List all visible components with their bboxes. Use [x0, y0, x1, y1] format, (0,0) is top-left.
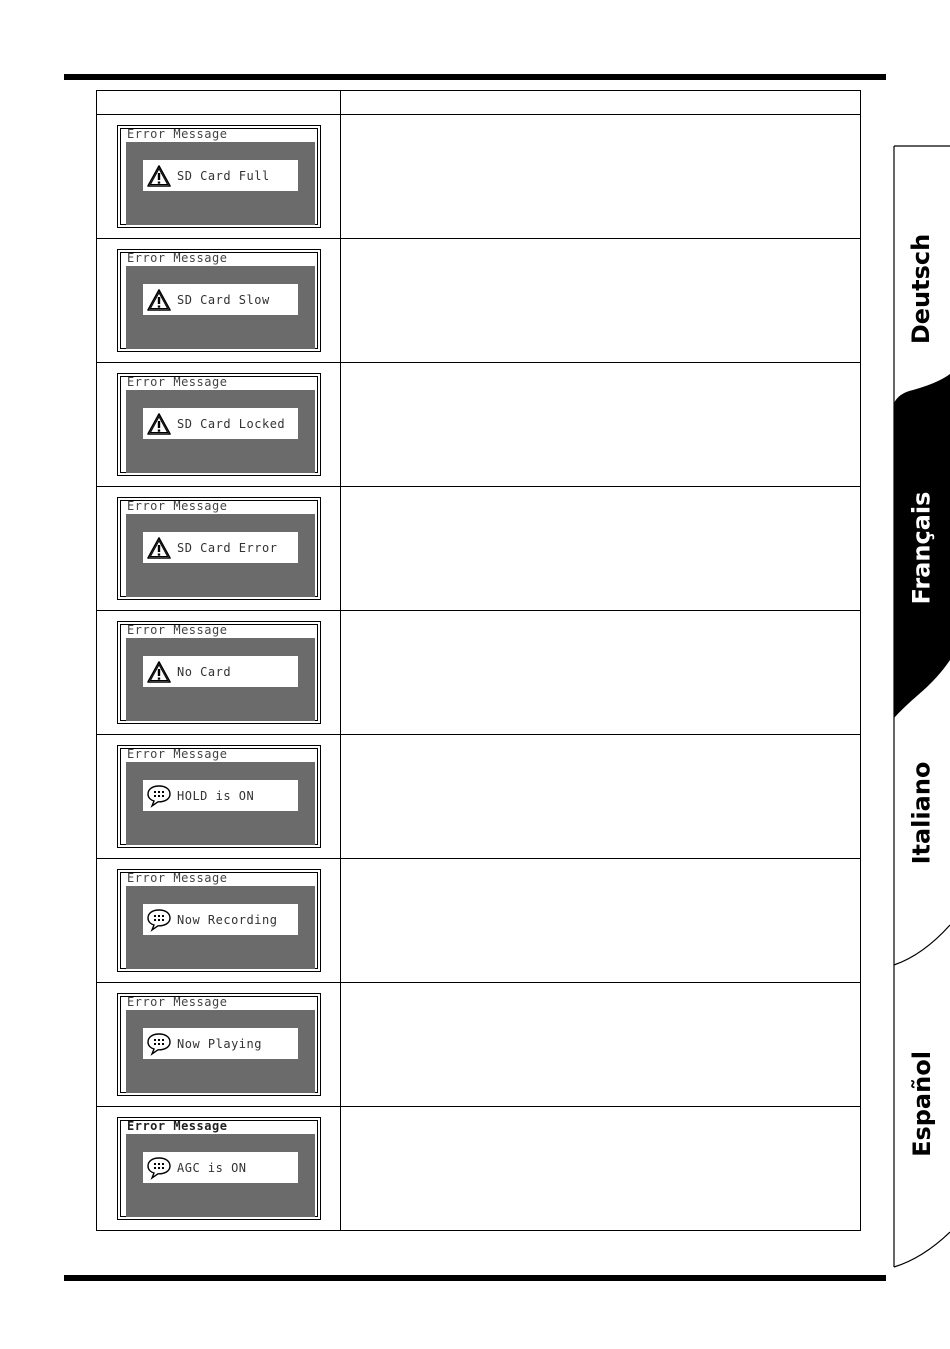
- lcd-title: Error Message: [127, 375, 228, 389]
- message-box: [143, 160, 298, 191]
- lcd-screen: [126, 638, 315, 721]
- message-box: [143, 656, 298, 687]
- lcd-display: [117, 1117, 321, 1220]
- table-row: [97, 983, 861, 1107]
- tab-deutsch[interactable]: Deutsch: [907, 233, 936, 345]
- header-cell-display: [97, 91, 341, 115]
- error-message-table: [96, 90, 861, 1231]
- message-box: [143, 904, 298, 935]
- display-cell: [97, 611, 341, 735]
- message-box: [143, 1152, 298, 1183]
- lcd-display: [117, 249, 321, 352]
- message-text: SD Card Locked: [177, 416, 286, 431]
- lcd-title: Error Message: [127, 747, 228, 761]
- display-cell: [97, 983, 341, 1107]
- message-box: [143, 408, 298, 439]
- lcd-screen: [126, 390, 315, 473]
- message-box: [143, 284, 298, 315]
- lcd-display: [117, 869, 321, 972]
- description-cell: [341, 611, 861, 735]
- message-text: Now Recording: [177, 912, 278, 927]
- tab-espanol[interactable]: Español: [907, 1051, 936, 1157]
- description-cell: [341, 859, 861, 983]
- lcd-display: [117, 621, 321, 724]
- lcd-screen: [126, 142, 315, 225]
- warning-triangle-icon: [146, 411, 172, 437]
- lcd-screen: [126, 514, 315, 597]
- display-cell: [97, 239, 341, 363]
- message-text: HOLD is ON: [177, 788, 255, 803]
- table-header-row: [97, 91, 861, 115]
- display-cell: [97, 735, 341, 859]
- message-box: [143, 532, 298, 563]
- warning-triangle-icon: [146, 535, 172, 561]
- display-cell: [97, 363, 341, 487]
- lcd-display: [117, 497, 321, 600]
- lcd-screen: [126, 886, 315, 969]
- tab-francais[interactable]: Français: [907, 491, 936, 605]
- table-row: [97, 859, 861, 983]
- top-rule: [64, 74, 886, 80]
- warning-triangle-icon: [146, 163, 172, 189]
- message-text: Now Playing: [177, 1036, 262, 1051]
- description-cell: [341, 487, 861, 611]
- table-row: [97, 735, 861, 859]
- speech-bubble-icon: [146, 1155, 172, 1181]
- lcd-title: Error Message: [127, 1119, 228, 1133]
- speech-bubble-icon: [146, 1031, 172, 1057]
- speech-bubble-icon: [146, 783, 172, 809]
- lcd-title: Error Message: [127, 127, 228, 141]
- display-cell: [97, 859, 341, 983]
- message-box: [143, 1028, 298, 1059]
- display-cell: [97, 487, 341, 611]
- display-cell: [97, 115, 341, 239]
- language-tabs: [893, 0, 950, 1349]
- table-row: [97, 239, 861, 363]
- lcd-title: Error Message: [127, 871, 228, 885]
- lcd-display: [117, 745, 321, 848]
- message-text: SD Card Error: [177, 540, 278, 555]
- message-text: SD Card Slow: [177, 292, 270, 307]
- tab-italiano[interactable]: Italiano: [907, 761, 936, 865]
- lcd-display: [117, 993, 321, 1096]
- lcd-screen: [126, 1010, 315, 1093]
- description-cell: [341, 239, 861, 363]
- lcd-display: [117, 125, 321, 228]
- description-cell: [341, 1107, 861, 1231]
- message-text: No Card: [177, 664, 232, 679]
- table-row: [97, 611, 861, 735]
- lcd-screen: [126, 762, 315, 845]
- lcd-title: Error Message: [127, 995, 228, 1009]
- table-row: [97, 363, 861, 487]
- lcd-title: Error Message: [127, 623, 228, 637]
- lcd-title: Error Message: [127, 499, 228, 513]
- table-row: [97, 487, 861, 611]
- warning-triangle-icon: [146, 659, 172, 685]
- description-cell: [341, 735, 861, 859]
- message-box: [143, 780, 298, 811]
- message-text: SD Card Full: [177, 168, 270, 183]
- description-cell: [341, 115, 861, 239]
- table-row: [97, 1107, 861, 1231]
- description-cell: [341, 363, 861, 487]
- bottom-rule: [64, 1275, 886, 1281]
- lcd-screen: [126, 266, 315, 349]
- warning-triangle-icon: [146, 287, 172, 313]
- lcd-screen: [126, 1134, 315, 1217]
- lcd-title: Error Message: [127, 251, 228, 265]
- message-text: AGC is ON: [177, 1160, 247, 1175]
- header-cell-description: [341, 91, 861, 115]
- display-cell: [97, 1107, 341, 1231]
- description-cell: [341, 983, 861, 1107]
- lcd-display: [117, 373, 321, 476]
- speech-bubble-icon: [146, 907, 172, 933]
- table-row: [97, 115, 861, 239]
